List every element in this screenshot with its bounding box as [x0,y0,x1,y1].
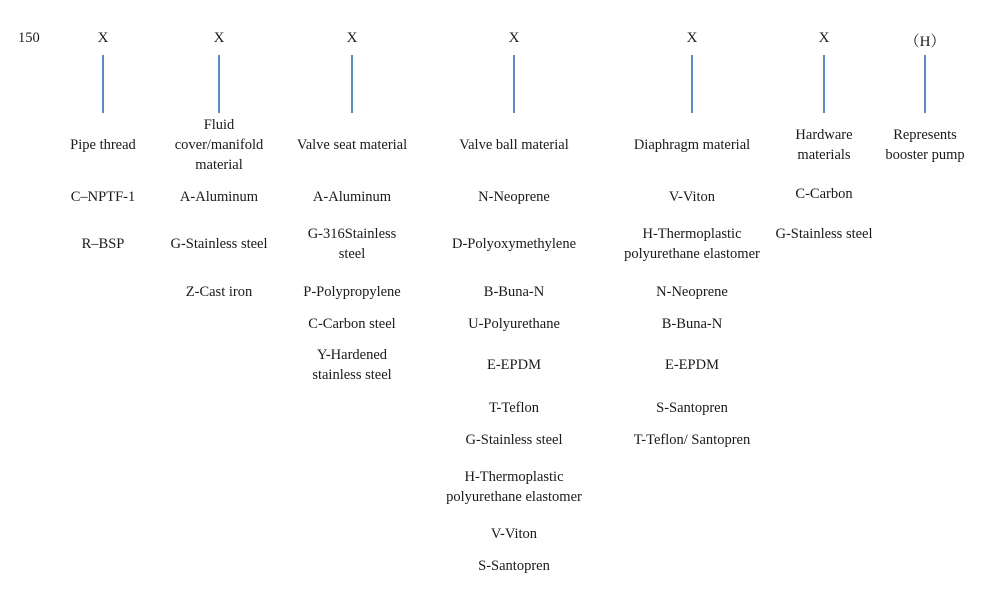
option-valve-ball-teflon: T-Teflon [489,400,539,416]
option-valve-ball-polyurethane: U-Polyurethane [468,316,560,332]
option-valve-ball-buna-n: B-Buna-N [483,284,545,300]
connector-line-pipe-thread [102,55,104,113]
code-valve-ball: X [508,30,520,46]
connector-line-diaphragm [691,55,693,113]
option-valve-ball-thermoplastic: H-Thermoplastic polyurethane elastomer [446,469,582,505]
heading-fluid-cover-line1: Fluid [203,117,235,133]
option-pipe-thread-npt: C–NPTF-1 [70,189,136,205]
heading-valve-ball: Valve ball material [459,137,569,153]
option-fluid-cover-cast-iron: Z-Cast iron [185,284,253,300]
heading-fluid-cover-line3: material [195,157,243,173]
option-diaphragm-viton: V-Viton [668,189,716,205]
connector-line-valve-ball [513,55,515,113]
option-valve-ball-epdm: E-EPDM [487,357,541,373]
option-valve-ball-polyoxymethylene: D-Polyoxymethylene [451,236,577,252]
code-diaphragm: X [686,30,698,46]
code-hardware: X [818,30,830,46]
option-diaphragm-neoprene: N-Neoprene [656,284,728,300]
option-fluid-cover-stainless: G-Stainless steel [170,236,268,252]
code-fluid-cover: X [213,30,225,46]
option-diaphragm-teflon-santopren: T-Teflon/ Santopren [633,432,751,448]
option-diaphragm-thermoplastic: H-Thermoplastic polyurethane elastomer [624,226,760,262]
option-valve-ball-neoprene: N-Neoprene [478,189,550,205]
option-diaphragm-epdm: E-EPDM [665,357,719,373]
option-diaphragm-buna-n: B-Buna-N [661,316,723,332]
heading-pipe-thread: Pipe thread [70,137,136,153]
option-fluid-cover-aluminum: A-Aluminum [179,189,259,205]
heading-hardware-line1: Hardware [795,127,853,143]
heading-hardware-line2: materials [797,147,851,163]
heading-booster-pump-line2: booster pump [885,147,965,163]
code-booster-pump: （H） [904,34,946,50]
option-valve-seat-hardened-stainless: Y-Hardened stainless steel [312,347,392,383]
option-valve-ball-stainless: G-Stainless steel [465,432,563,448]
option-valve-ball-santopren: S-Santopren [478,558,550,574]
heading-valve-seat: Valve seat material [296,137,408,153]
option-valve-seat-polypropylene: P-Polypropylene [303,284,401,300]
option-hardware-carbon: C-Carbon [795,186,853,202]
option-hardware-stainless: G-Stainless steel [775,226,873,242]
option-valve-ball-viton: V-Viton [490,526,538,542]
option-valve-seat-316-stainless: G-316Stainless steel [307,226,397,262]
connector-line-fluid-cover [218,55,220,113]
option-pipe-thread-bsp: R–BSP [81,236,125,252]
option-valve-seat-aluminum: A-Aluminum [312,189,392,205]
code-pipe-thread: X [97,30,109,46]
connector-line-hardware [823,55,825,113]
heading-fluid-cover-line2: cover/manifold [174,137,264,153]
code-valve-seat: X [346,30,358,46]
connector-line-booster-pump [924,55,926,113]
connector-line-valve-seat [351,55,353,113]
heading-diaphragm: Diaphragm material [633,137,751,153]
model-number: 150 [18,30,40,46]
heading-booster-pump-line1: Represents [893,127,957,143]
option-valve-seat-carbon-steel: C-Carbon steel [308,316,396,332]
option-diaphragm-santopren: S-Santopren [656,400,728,416]
